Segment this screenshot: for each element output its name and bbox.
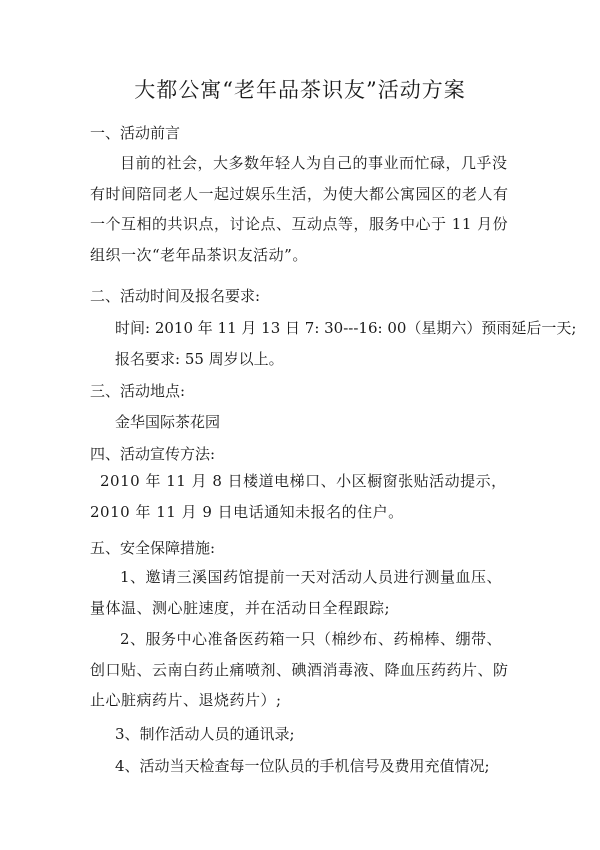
safety-item-3: 3、制作活动人员的通讯录; bbox=[115, 725, 295, 743]
safety-item-2: 2、服务中心准备医药箱一只（棉纱布、药棉棒、绷带、创口贴、云南白药止痛喷剂、碘酒消毒液、降血压药药片、防止心脏病药片、退烧药片）; bbox=[90, 630, 509, 709]
section-4-heading: 四、活动宣传方法: bbox=[90, 445, 216, 463]
section-2-heading: 二、活动时间及报名要求: bbox=[90, 287, 261, 305]
section-1-body: 目前的社会，大多数年轻人为自己的事业而忙碌，几乎没有时间陪同老人一起过娱乐生活，为使大都公寓园区的老人有一个互相的共识点，讨论点、互动点等，服务中心于 11 月份组织一次“老年品茶识友活动”。 bbox=[90, 154, 509, 264]
document-title: 大都公寓“老年品茶识友”活动方案 bbox=[134, 78, 466, 102]
section-3-heading: 三、活动地点: bbox=[90, 382, 186, 400]
section-5-heading: 五、安全保障措施: bbox=[90, 539, 216, 557]
section-4-body: 2010 年 11 月 8 日楼道电梯口、小区橱窗张贴活动提示，2010 年 11 月 9 日电话通知未报名的住户。 bbox=[90, 472, 507, 521]
section-1-heading: 一、活动前言 bbox=[90, 124, 181, 142]
registration-requirement: 报名要求: 55 周岁以上。 bbox=[115, 350, 284, 368]
event-time: 时间: 2010 年 11 月 13 日 7: 30---16: 00（星期六）预雨延后一天; bbox=[115, 319, 577, 337]
safety-item-4: 4、活动当天检查每一位队员的手机信号及费用充值情况; bbox=[115, 757, 490, 775]
event-location: 金华国际茶花园 bbox=[115, 413, 221, 431]
safety-item-1: 1、邀请三溪国药馆提前一天对活动人员进行测量血压、量体温、测心脏速度，并在活动日全程跟踪; bbox=[90, 568, 503, 617]
